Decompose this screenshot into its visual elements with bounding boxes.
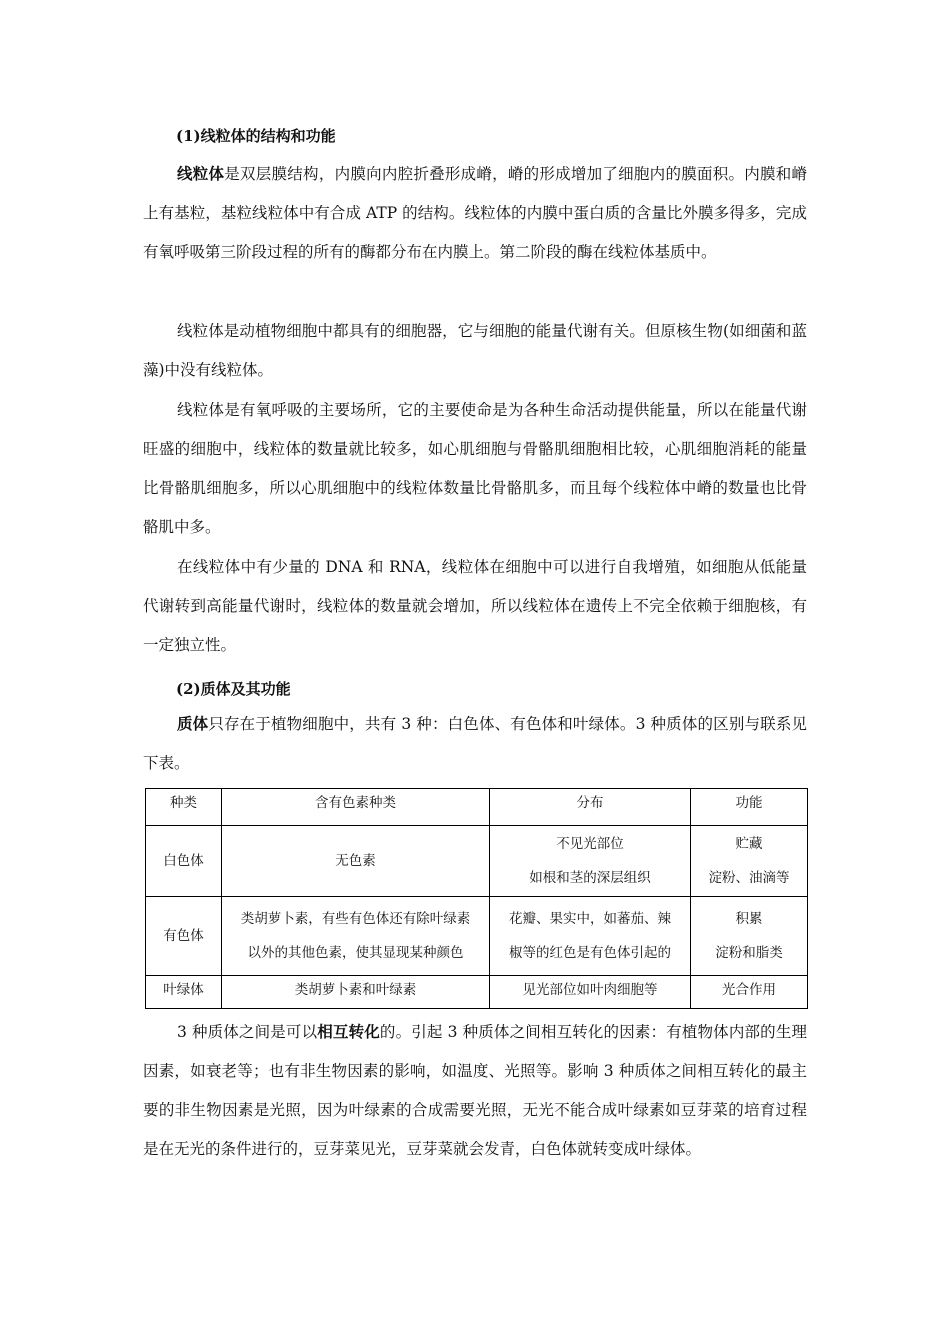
section1-paragraph-1-text: 是双层膜结构，内膜向内腔折叠形成嵴，嵴的形成增加了细胞内的膜面积。内膜和嵴上有基粒，基粒线粒体中有合成 ATP 的结构。线粒体的内膜中蛋白质的含量比外膜多得多，完成有氧呼吸第三阶段过程的所有的酶都分布在内膜上。第二阶段的酶在线粒体基质中。 bbox=[143, 165, 807, 261]
table-cell-pigment bbox=[222, 976, 490, 1009]
table-header-cell: 分布 bbox=[490, 789, 691, 826]
table-cell-function bbox=[691, 826, 808, 897]
cell-line: 以外的其他色素，使其显现某种颜色 bbox=[247, 945, 464, 961]
plastid-comparison-table bbox=[145, 788, 808, 1009]
section1-heading: (1)线粒体的结构和功能 bbox=[176, 127, 336, 145]
table-cell-kind: 有色体 bbox=[146, 897, 222, 976]
cell-line: 花瓣、果实中，如蕃茄、辣 bbox=[509, 911, 671, 927]
section2-paragraph-2-text-b: 的。引起 3 种质体之间相互转化的因素：有植物体内部的生理因素，如衰老等；也有非生物因素的影响，如温度、光照等。影响 3 种质体之间相互转化的最主要的非生物因素是光照，因为叶绿素的合成需要光照，无光不能合成叶绿素如豆芽菜的培育过程是在无光的条件进行的，豆芽菜见光，豆芽菜就会发青，白色体就转变成叶绿体。 bbox=[143, 1023, 807, 1158]
cell-line: 无色素 bbox=[335, 853, 376, 869]
section2-heading: (2)质体及其功能 bbox=[176, 680, 291, 698]
table-row bbox=[146, 826, 808, 897]
table-header-row bbox=[146, 789, 808, 826]
section1-paragraph-3: 线粒体是有氧呼吸的主要场所，它的主要使命是为各种生命活动提供能量，所以在能量代谢旺盛的细胞中，线粒体的数量就比较多，如心肌细胞与骨骼肌细胞相比较，心肌细胞消耗的能量比骨骼肌细胞多，所以心肌细胞中的线粒体数量比骨骼肌多，而且每个线粒体中嵴的数量也比骨骼肌中多。 bbox=[143, 401, 807, 536]
table-cell-kind: 白色体 bbox=[146, 826, 222, 897]
term-interconversion: 相互转化 bbox=[317, 1022, 380, 1041]
cell-line: 光合作用 bbox=[722, 982, 776, 998]
cell-line: 椒等的红色是有色体引起的 bbox=[509, 945, 671, 961]
cell-line: 类胡萝卜素，有些有色体还有除叶绿素 bbox=[240, 911, 471, 927]
term-mitochondria: 线粒体 bbox=[177, 164, 225, 183]
cell-line: 如根和茎的深层组织 bbox=[529, 870, 651, 886]
cell-line: 类胡萝卜素和叶绿素 bbox=[294, 982, 417, 998]
cell-line: 淀粉和脂类 bbox=[715, 945, 783, 961]
table-cell-distribution bbox=[490, 976, 691, 1009]
term-plastid: 质体 bbox=[177, 714, 209, 733]
table-row bbox=[146, 897, 808, 976]
table-cell-kind: 叶绿体 bbox=[146, 976, 222, 1009]
table-row bbox=[146, 976, 808, 1009]
section2-paragraph-2-text-a: 3 种质体之间是可以 bbox=[177, 1023, 318, 1041]
table-cell-pigment bbox=[222, 826, 490, 897]
section1-paragraph-4: 在线粒体中有少量的 DNA 和 RNA，线粒体在细胞中可以进行自我增殖，如细胞从低能量代谢转到高能量代谢时，线粒体的数量就会增加，所以线粒体在遗传上不完全依赖于细胞核，有一定独立性。 bbox=[143, 558, 807, 654]
table-cell-distribution bbox=[490, 826, 691, 897]
cell-line: 积累 bbox=[735, 911, 763, 927]
table-cell-function bbox=[691, 976, 808, 1009]
section2-paragraph-2 bbox=[143, 1012, 807, 1169]
cell-line: 不见光部位 bbox=[556, 836, 624, 852]
table-cell-function bbox=[691, 897, 808, 976]
table-cell-pigment bbox=[222, 897, 490, 976]
table-header-cell: 种类 bbox=[146, 789, 222, 826]
cell-line: 淀粉、油滴等 bbox=[708, 870, 790, 886]
section2-paragraph-1 bbox=[143, 704, 807, 783]
table-cell-distribution bbox=[490, 897, 691, 976]
section1-paragraph-1 bbox=[143, 154, 807, 272]
section1-paragraph-2: 线粒体是动植物细胞中都具有的细胞器，它与细胞的能量代谢有关。但原核生物(如细菌和蓝藻)中没有线粒体。 bbox=[143, 322, 807, 379]
section2-paragraph-1-text: 只存在于植物细胞中，共有 3 种：白色体、有色体和叶绿体。3 种质体的区别与联系见下表。 bbox=[143, 715, 807, 772]
table-header-cell: 功能 bbox=[691, 789, 808, 826]
table-header-cell: 含有色素种类 bbox=[222, 789, 490, 826]
cell-line: 见光部位如叶肉细胞等 bbox=[522, 982, 658, 998]
cell-line: 贮藏 bbox=[735, 836, 763, 852]
